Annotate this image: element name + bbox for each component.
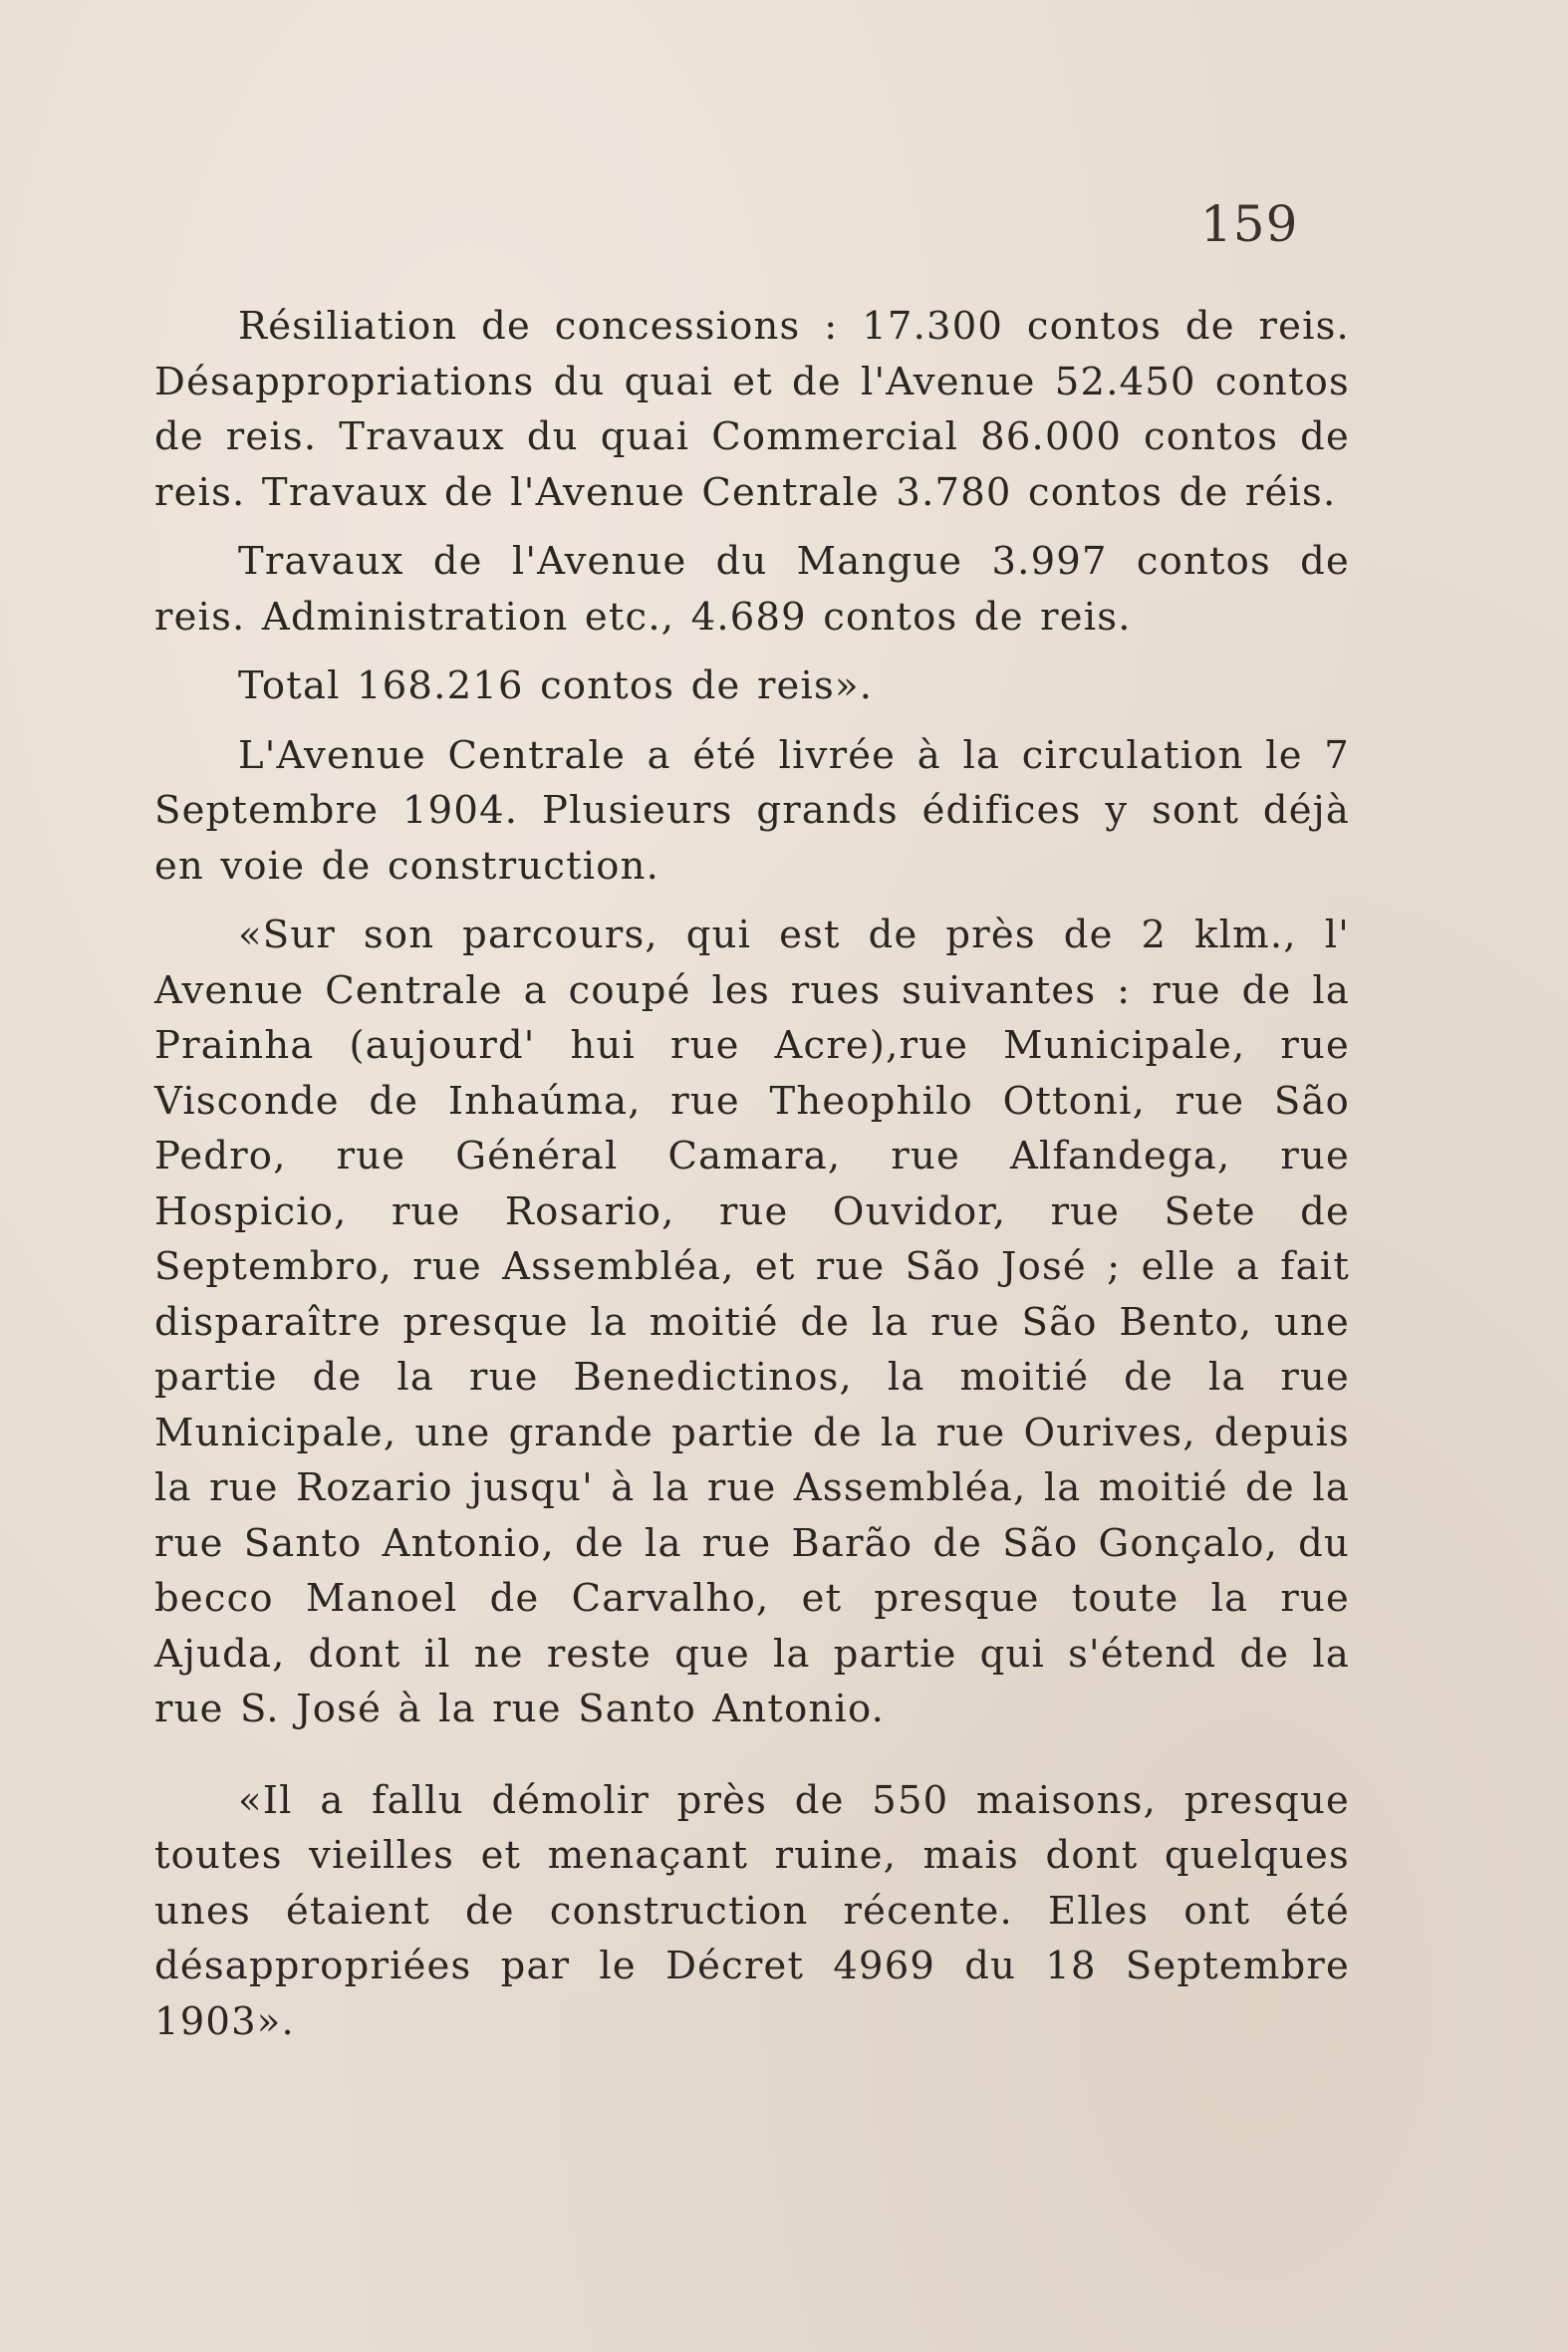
page-number: 159 (1200, 195, 1299, 253)
paragraph-avenue-opening: L'Avenue Centrale a été livrée à la circulation le 7 Septembre 1904. Plusieurs grands édifices y sont déjà en voie de construction. (154, 732, 1350, 889)
paragraph-cost-breakdown-continued: Travaux de l'Avenue du Mangue 3.997 contos de reis. Administration etc., 4.689 contos de reis. (154, 539, 1350, 640)
body-text (154, 299, 1350, 2049)
paragraph-cost-breakdown: Résiliation de concessions : 17.300 contos de reis. Désappropriations du quai et de l'Avenue 52.450 contos de reis. Travaux du quai Commercial 86.000 contos de reis. Travaux de l'Avenue Centrale 3.780 contos de réis. (154, 304, 1350, 515)
paragraph-demolitions: «Il a fallu démolir près de 550 maisons, presque toutes vieilles et menaçant ruine, mais dont quelques unes étaient de construction récente. Elles ont été désappropriées par le Décret 4969 du 18 Septembre 1903». (154, 1777, 1350, 2044)
paragraph-streets-list: «Sur son parcours, qui est de près de 2 klm., l' Avenue Centrale a coupé les rues suivantes : rue de la Prainha (aujourd' hui rue Acre),rue Municipale, rue Visconde de Inhaúma, rue Theophilo Ottoni, rue São Pedro, rue Général Camara, rue Alfandega, rue Hospicio, rue Rosario, rue Ouvidor, rue Sete de Septembro, rue Assembléa, et rue São José ; elle a fait disparaître presque la moitié de la rue São Bento, une partie de la rue Benedictinos, la moitié de la rue Municipale, une grande partie de la rue Ourives, depuis la rue Rozario jusqu' à la rue Assembléa, la moitié de la rue Santo Antonio, de la rue Barão de São Gonçalo, du becco Manoel de Carvalho, et presque toute la rue Ajuda, dont il ne reste que la partie qui s'étend de la rue S. José à la rue Santo Antonio. (154, 913, 1350, 1731)
paragraph-total: Total 168.216 contos de reis». (238, 663, 874, 708)
